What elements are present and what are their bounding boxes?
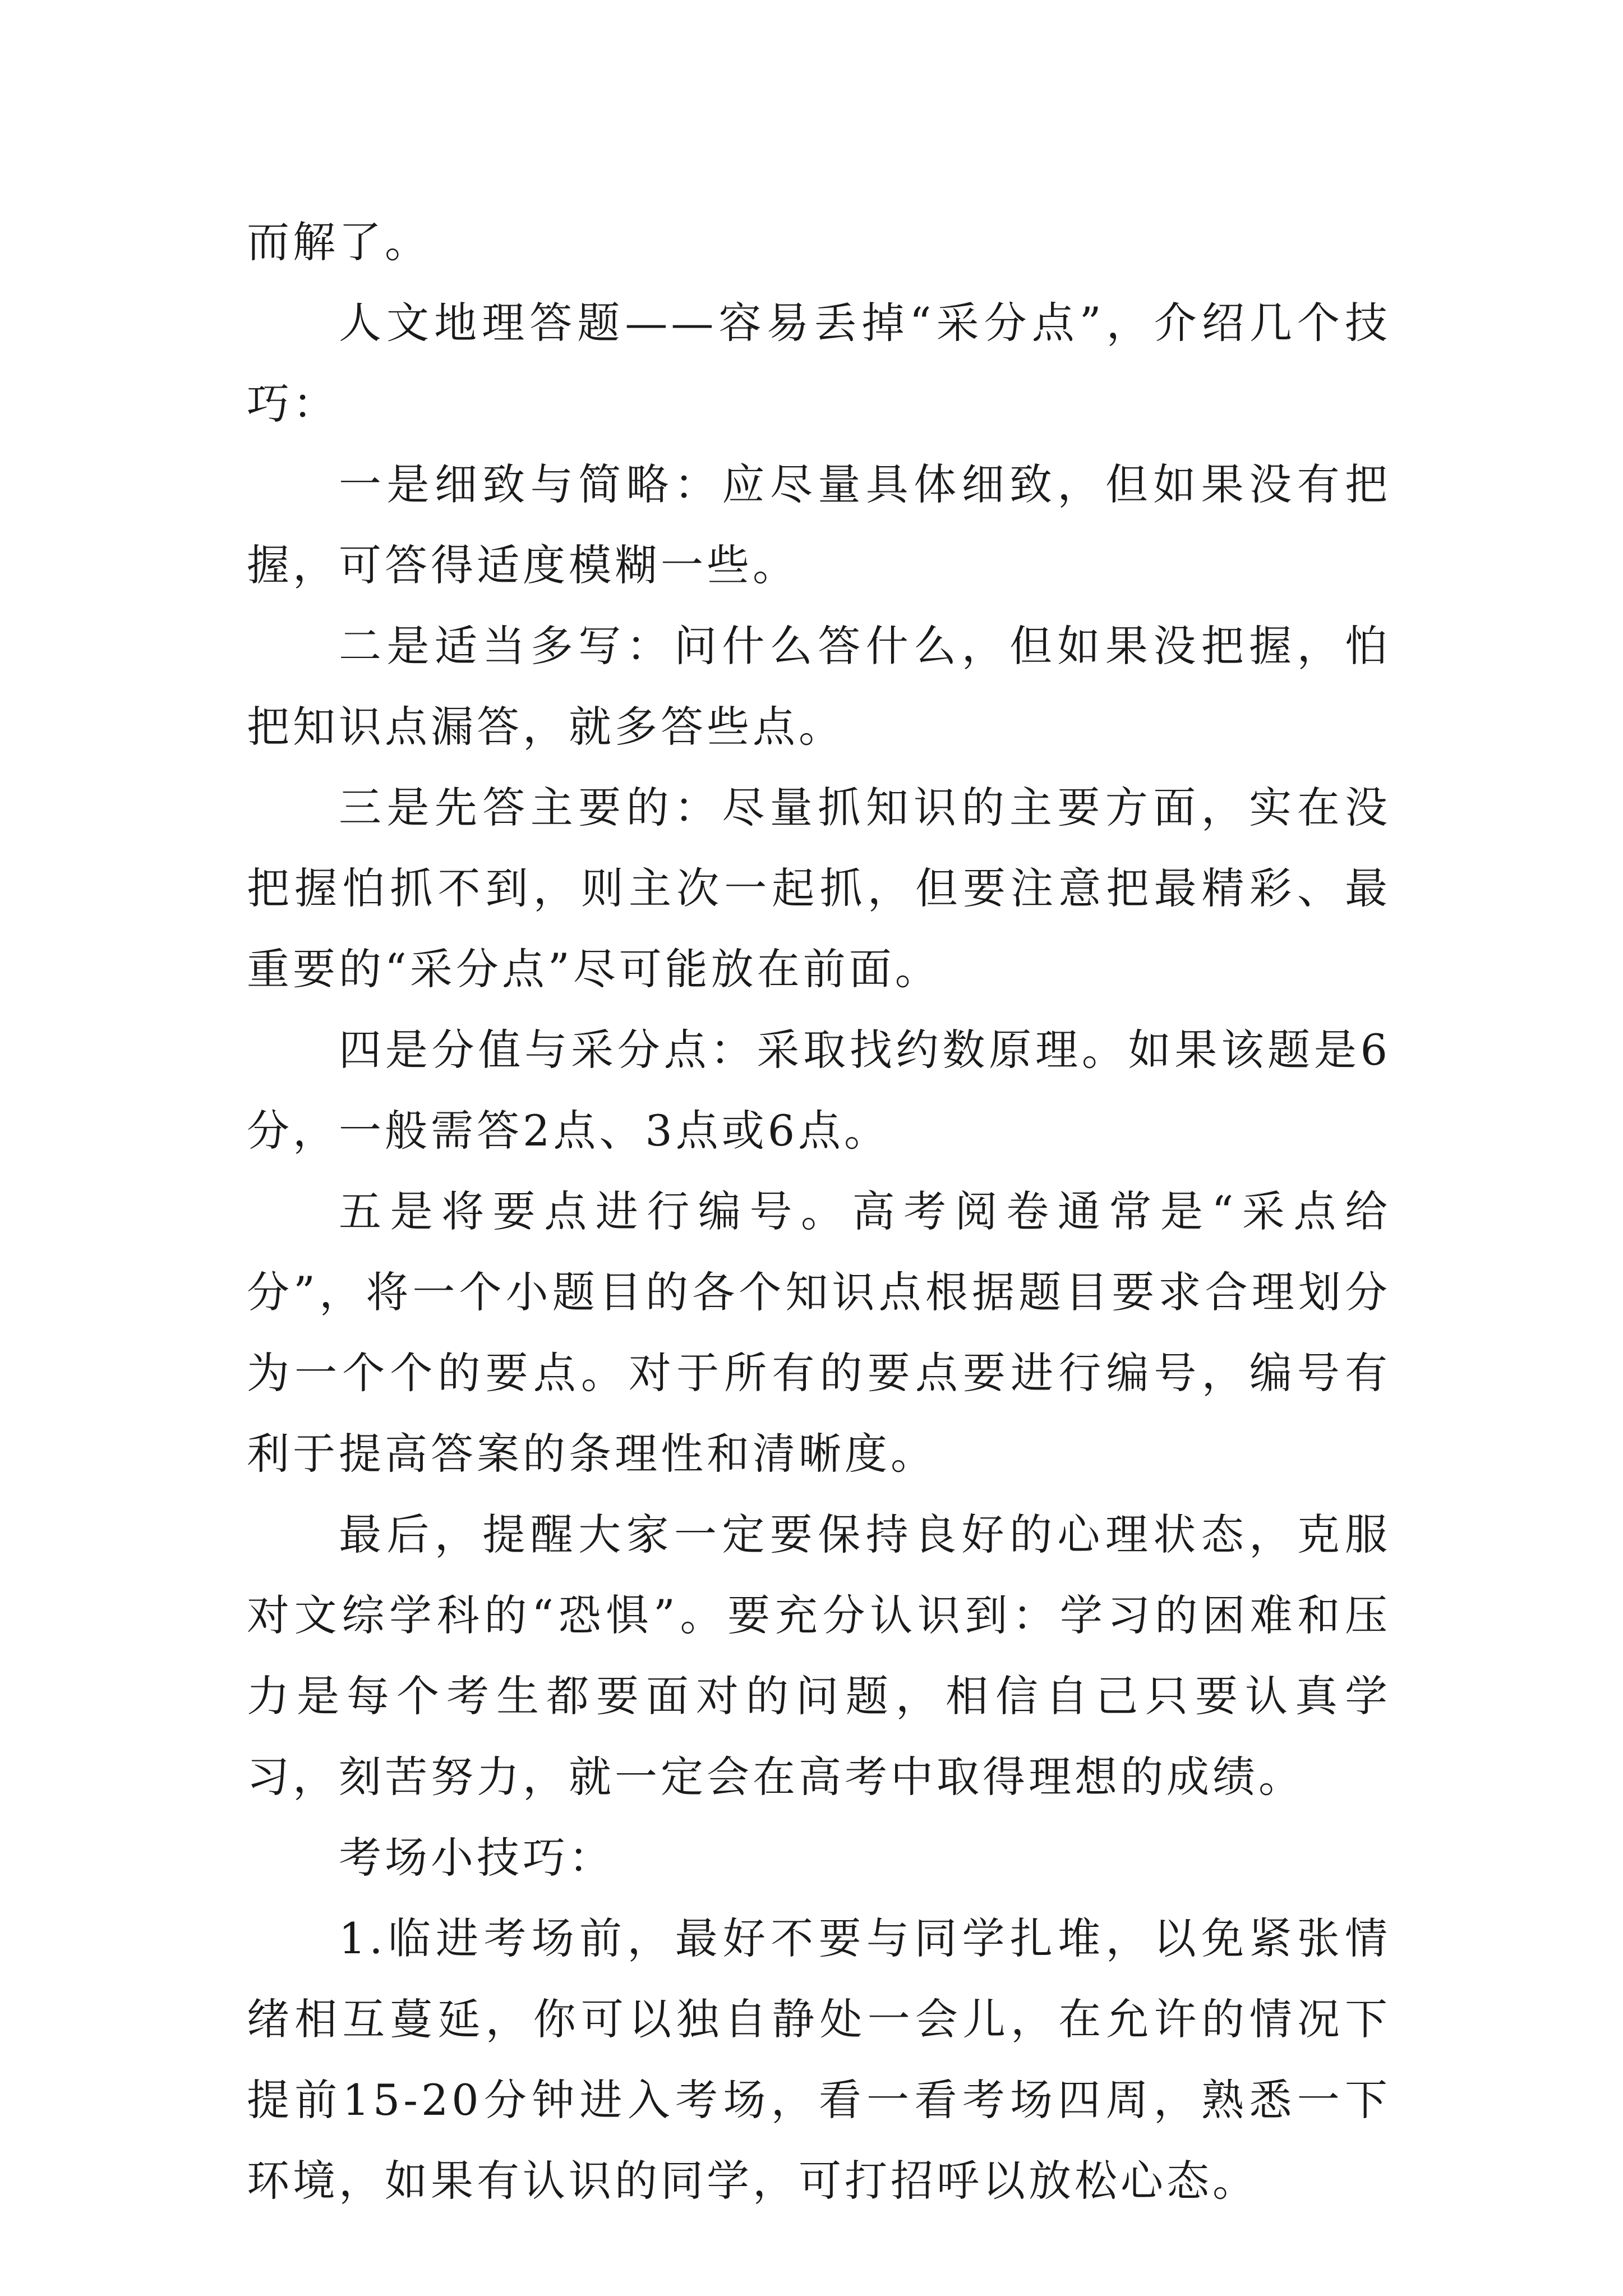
paragraph-continuation: 而解了。 — [247, 217, 431, 267]
paragraph-human-geography-tips: 人文地理答题——容易丢掉“采分点”，介绍几个技巧： — [247, 298, 1391, 429]
paragraph-tip-3: 三是先答主要的：尽量抓知识的主要方面，实在没把握怕抓不到，则主次一起抓，但要注意把最精彩、最重要的“采分点”尽可能放在前面。 — [247, 783, 1391, 994]
paragraph-exam-tip-1: 1.临进考场前，最好不要与同学扎堆，以免紧张情绪相互蔓延，你可以独自静处一会儿，在允许的情况下提前15-20分钟进入考场，看一看考场四周，熟悉一下环境，如果有认识的同学，可打招呼以放松心态。 — [247, 1913, 1391, 2206]
paragraph-tip-2: 二是适当多写：问什么答什么，但如果没把握，怕把知识点漏答，就多答些点。 — [247, 621, 1391, 752]
paragraph-tip-5: 五是将要点进行编号。高考阅卷通常是“采点给分”，将一个小题目的各个知识点根据题目要求合理划分为一个个的要点。对于所有的要点要进行编号，编号有利于提高答案的条理性和清晰度。 — [247, 1186, 1391, 1479]
document-body — [247, 202, 1391, 2221]
paragraph-conclusion: 最后，提醒大家一定要保持良好的心理状态，克服对文综学科的“恐惧”。要充分认识到：学习的困难和压力是每个考生都要面对的问题，相信自己只要认真学习，刻苦努力，就一定会在高考中取得理想的成绩。 — [247, 1510, 1391, 1802]
paragraph-tip-4: 四是分值与采分点：采取找约数原理。如果该题是6分，一般需答2点、3点或6点。 — [247, 1025, 1391, 1156]
paragraph-exam-tips-heading: 考场小技巧： — [339, 1833, 615, 1883]
paragraph-tip-1: 一是细致与简略：应尽量具体细致，但如果没有把握，可答得适度模糊一些。 — [247, 459, 1391, 590]
